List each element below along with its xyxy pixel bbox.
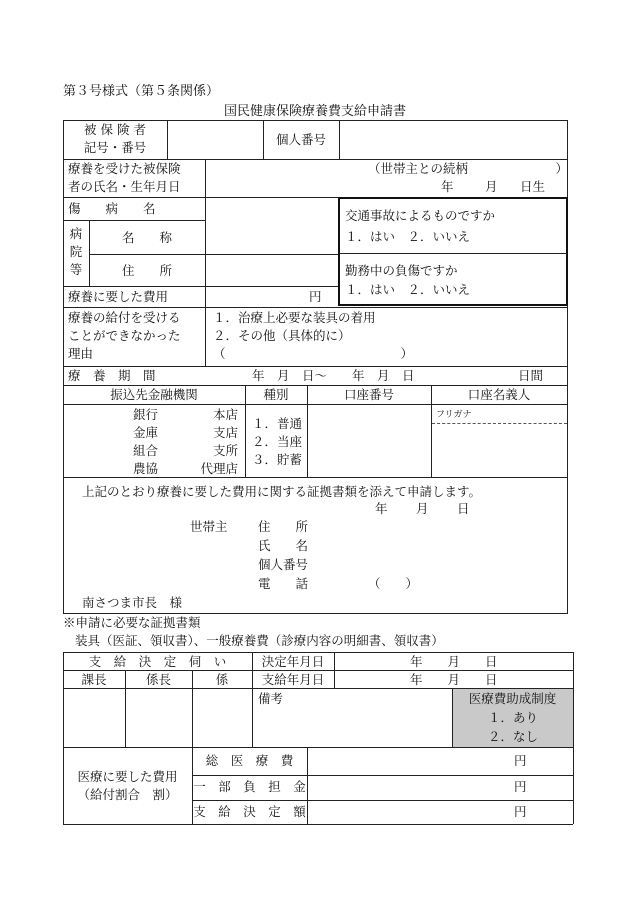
subsidy-option-2[interactable]: ２．なし: [488, 729, 539, 744]
form-number: 第３号様式（第５条関係）: [63, 84, 220, 99]
cost-field[interactable]: [206, 288, 306, 306]
hospital-char-2: 院: [69, 244, 83, 259]
work-options[interactable]: １．はい ２．いいえ: [345, 282, 471, 297]
birth-day: 日生: [520, 179, 546, 194]
decided-amount-label: 支 給 決 定 額: [193, 804, 306, 819]
payment-date-label: 支給年月日: [261, 672, 325, 687]
branch-type-1[interactable]: 本店: [212, 407, 238, 422]
declaration-text: 上記のとおり療養に要した費用に関する証拠書類を添えて申請します。: [82, 484, 482, 499]
traffic-options[interactable]: １．はい ２．いいえ: [345, 229, 471, 244]
copay-label: 一 部 負 担 金: [193, 779, 306, 794]
account-type-1[interactable]: １．普通: [252, 416, 303, 431]
reason-other-field[interactable]: （ ）: [213, 346, 414, 361]
branch-type-4[interactable]: 代理店: [200, 461, 238, 476]
account-type-3[interactable]: ３．貯蓄: [252, 452, 303, 467]
traffic-question: 交通事故によるものですか: [345, 208, 496, 223]
hospital-name-field[interactable]: [206, 221, 338, 253]
cost-label: 療養に要した費用: [68, 289, 169, 304]
payment-date[interactable]: 年 月 日: [410, 672, 498, 687]
hospital-address-label: 住 所: [121, 263, 172, 278]
reason-label-2: ことができなかった: [68, 328, 181, 343]
bank-type-2[interactable]: 金庫: [133, 425, 159, 440]
period-label: 療 養 期 間: [68, 368, 156, 383]
stamp-box-subchief[interactable]: [126, 689, 191, 747]
total-medical-label: 総 医 療 費: [205, 753, 294, 768]
reason-label-1: 療養の給付を受ける: [68, 310, 181, 325]
evidence-text: 装具（医証、領収書）、一般療養費（診療内容の明細書、領収書）: [75, 633, 444, 648]
decision-date[interactable]: 年 月 日: [410, 654, 498, 669]
stamp-box-chief[interactable]: [64, 689, 124, 747]
evidence-heading: ※申請に必要な証拠書類: [63, 615, 201, 630]
account-holder-header: 口座名義人: [467, 387, 531, 402]
birth-month: 月: [485, 179, 498, 194]
bank-header: 振込先金融機関: [110, 387, 198, 402]
insured-number-label-2: 記号・番号: [83, 140, 147, 155]
hospital-address-field[interactable]: [206, 255, 338, 286]
remarks-label: 備考: [258, 691, 284, 706]
reason-option-2[interactable]: ２．その他（具体的に）: [213, 328, 351, 343]
cost-unit: 円: [309, 289, 322, 304]
reason-option-1[interactable]: １．治療上必要な装具の着用: [213, 310, 376, 325]
stamp-staff: 係: [215, 672, 229, 687]
account-number-field[interactable]: [308, 405, 430, 476]
patient-label-1: 療養を受けた被保険: [68, 161, 181, 176]
total-medical-unit: 円: [514, 753, 527, 768]
hospital-char-3: 等: [69, 262, 83, 277]
my-number-label: 個人番号: [275, 132, 326, 147]
decl-month: 月: [416, 501, 429, 516]
patient-label-2: 者の氏名・生年月日: [68, 179, 181, 194]
reason-label-3: 理由: [68, 346, 94, 361]
stamp-chief: 課長: [81, 672, 107, 687]
branch-type-2[interactable]: 支店: [212, 425, 238, 440]
subsidy-title: 医療費助成制度: [468, 691, 557, 706]
insured-number-label-1: 被 保 険 者: [84, 122, 146, 137]
injury-field[interactable]: [206, 198, 338, 220]
decl-address-label: 住 所: [258, 519, 309, 534]
bank-type-3[interactable]: 組合: [133, 443, 159, 458]
injury-label: 傷 病 名: [68, 201, 156, 216]
furigana-label: フリガナ: [436, 410, 472, 420]
period-days: 日間: [518, 368, 544, 383]
decision-date-label: 決定年月日: [261, 654, 325, 669]
decl-name-label: 氏 名: [258, 538, 309, 553]
bank-type-4[interactable]: 農協: [133, 461, 159, 476]
copay-unit: 円: [514, 779, 527, 794]
account-number-header: 口座番号: [343, 387, 394, 402]
work-question: 勤務中の負傷ですか: [345, 263, 458, 278]
decl-my-number-label: 個人番号: [258, 557, 309, 572]
hospital-name-label: 名 称: [121, 230, 172, 245]
decl-day: 日: [457, 501, 470, 516]
branch-type-3[interactable]: 支所: [212, 443, 238, 458]
type-header: 種別: [263, 387, 289, 402]
addressee: 南さつま市長 様: [82, 595, 183, 610]
birth-year: 年: [441, 179, 454, 194]
medical-cost-label: 医療に要した費用: [77, 769, 178, 784]
hospital-char-1: 病: [69, 226, 83, 241]
decision-header: 支 給 決 定 伺 い: [88, 654, 227, 669]
decl-phone-paren[interactable]: （ ）: [368, 576, 419, 591]
my-number-field[interactable]: [340, 121, 566, 158]
account-type-2[interactable]: ２．当座: [252, 434, 303, 449]
relation-text: （世帯主との続柄 ）: [368, 161, 569, 176]
bank-type-1[interactable]: 銀行: [133, 407, 159, 422]
insured-number-field[interactable]: [168, 121, 262, 158]
page-title: 国民健康保険療養費支給申請書: [223, 104, 406, 119]
decided-amount-unit: 円: [514, 804, 527, 819]
householder-label: 世帯主: [190, 519, 228, 534]
benefit-ratio-label: （給付割合 割）: [77, 787, 178, 802]
decl-year: 年: [375, 501, 388, 516]
period-dates[interactable]: 年 月 日～ 年 月 日: [252, 368, 415, 383]
subsidy-option-1[interactable]: １．あり: [488, 710, 539, 725]
stamp-box-staff[interactable]: [193, 689, 251, 747]
decl-phone-label: 電 話: [258, 576, 309, 591]
stamp-subchief: 係長: [145, 672, 171, 687]
account-holder-field[interactable]: [432, 424, 566, 476]
